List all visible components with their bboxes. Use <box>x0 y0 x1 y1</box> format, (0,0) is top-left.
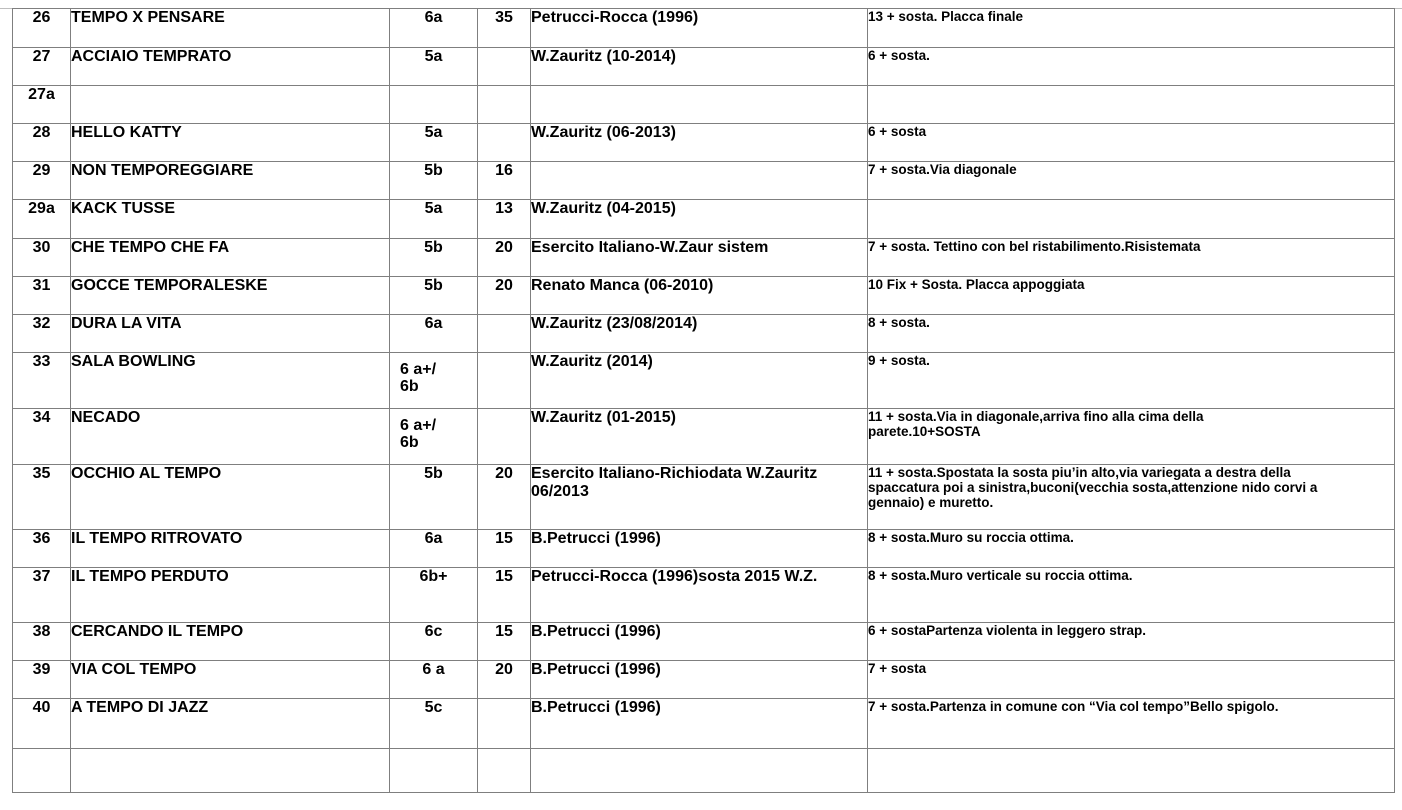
route-notes-text: 8 + sosta.Muro verticale su roccia ottima. <box>868 568 1133 583</box>
route-length-text: 13 <box>495 200 513 217</box>
route-grade-cell <box>390 749 478 793</box>
route-name-text: ACCIAIO TEMPRATO <box>71 48 232 65</box>
route-grade-text: 5a <box>424 124 443 141</box>
route-length-cell <box>478 661 531 699</box>
route-notes-text: 7 + sosta.Partenza in comune con “Via col tempo”Bello spigolo. <box>868 699 1279 714</box>
route-author-text: W.Zauritz (06-2013) <box>531 124 676 141</box>
route-notes-text: 8 + sosta. <box>868 315 930 330</box>
route-number-cell <box>13 86 71 124</box>
route-grade-cell <box>390 200 478 239</box>
route-name-text: NON TEMPOREGGIARE <box>71 162 254 179</box>
route-name-text: KACK TUSSE <box>71 200 176 217</box>
route-name-text: IL TEMPO RITROVATO <box>71 530 243 547</box>
route-author-cell <box>531 699 868 749</box>
route-name-cell <box>71 200 390 239</box>
route-grade-text: 5a <box>424 48 443 65</box>
table-row <box>13 277 1395 315</box>
route-notes-cell <box>868 48 1395 86</box>
route-number-cell <box>13 239 71 277</box>
route-name-text: VIA COL TEMPO <box>71 661 197 678</box>
route-name-cell <box>71 48 390 86</box>
route-author-cell <box>531 530 868 568</box>
route-notes-cell <box>868 9 1395 48</box>
route-grade-cell <box>390 124 478 162</box>
route-author-cell <box>531 200 868 239</box>
route-name-cell <box>71 623 390 661</box>
route-notes-text: 7 + sosta.Via diagonale <box>868 162 1017 177</box>
route-notes-cell <box>868 86 1395 124</box>
routes-table-body <box>13 9 1395 793</box>
route-notes-text: 6 + sostaPartenza violenta in leggero strap. <box>868 623 1146 638</box>
route-notes-cell <box>868 661 1395 699</box>
table-row <box>13 568 1395 623</box>
route-grade-cell <box>390 568 478 623</box>
table-row <box>13 623 1395 661</box>
route-author-text: B.Petrucci (1996) <box>531 699 661 716</box>
route-length-cell <box>478 200 531 239</box>
table-row <box>13 749 1395 793</box>
route-grade-text: 5a <box>424 200 443 217</box>
route-number-text: 40 <box>32 699 51 716</box>
route-grade-text: 6a <box>424 9 443 26</box>
route-grade-cell <box>390 315 478 353</box>
route-length-cell <box>478 162 531 200</box>
route-author-text: W.Zauritz (04-2015) <box>531 200 676 217</box>
route-notes-cell <box>868 699 1395 749</box>
route-length-cell <box>478 124 531 162</box>
route-author-text: B.Petrucci (1996) <box>531 661 661 678</box>
route-name-cell <box>71 749 390 793</box>
route-name-cell <box>71 124 390 162</box>
table-row <box>13 162 1395 200</box>
route-number-cell <box>13 699 71 749</box>
route-author-text: W.Zauritz (23/08/2014) <box>531 315 698 332</box>
table-row <box>13 9 1395 48</box>
route-grade-cell <box>390 661 478 699</box>
table-row <box>13 124 1395 162</box>
route-notes-cell <box>868 749 1395 793</box>
route-number-cell <box>13 749 71 793</box>
route-name-cell <box>71 465 390 530</box>
route-name-text: A TEMPO DI JAZZ <box>71 699 209 716</box>
route-number-cell <box>13 661 71 699</box>
route-notes-cell <box>868 162 1395 200</box>
route-notes-text: 6 + sosta <box>868 124 927 139</box>
route-notes-cell <box>868 315 1395 353</box>
table-row <box>13 465 1395 530</box>
route-number-text: 39 <box>32 661 51 678</box>
route-number-cell <box>13 48 71 86</box>
route-notes-text: 13 + sosta. Placca finale <box>868 9 1023 24</box>
table-row <box>13 200 1395 239</box>
route-length-cell <box>478 623 531 661</box>
route-grade-cell <box>390 9 478 48</box>
route-length-cell <box>478 749 531 793</box>
route-author-text: B.Petrucci (1996) <box>531 530 661 547</box>
route-number-cell <box>13 9 71 48</box>
route-number-cell <box>13 465 71 530</box>
table-row <box>13 239 1395 277</box>
route-notes-cell <box>868 409 1395 465</box>
route-length-text: 20 <box>495 465 513 482</box>
route-grade-text: 6 a+/ 6b <box>400 361 437 395</box>
table-row <box>13 661 1395 699</box>
route-author-cell <box>531 623 868 661</box>
route-author-text: Petrucci-Rocca (1996)sosta 2015 W.Z. <box>531 568 818 585</box>
route-length-text: 35 <box>495 9 513 26</box>
route-name-cell <box>71 409 390 465</box>
route-name-cell <box>71 86 390 124</box>
table-row <box>13 86 1395 124</box>
route-length-cell <box>478 277 531 315</box>
route-name-text: TEMPO X PENSARE <box>71 9 225 26</box>
route-notes-cell <box>868 239 1395 277</box>
route-author-cell <box>531 9 868 48</box>
route-name-text: GOCCE TEMPORALESKE <box>71 277 268 294</box>
route-notes-cell <box>868 465 1395 530</box>
route-notes-text: 11 + sosta.Via in diagonale,arriva fino alla cima della parete.10+SOSTA <box>868 409 1204 439</box>
route-notes-text: 10 Fix + Sosta. Placca appoggiata <box>868 277 1085 292</box>
route-name-cell <box>71 315 390 353</box>
route-grade-cell <box>390 623 478 661</box>
route-author-cell <box>531 661 868 699</box>
route-number-text: 34 <box>32 409 51 426</box>
route-grade-text: 6 a+/ 6b <box>400 417 437 451</box>
route-notes-cell <box>868 124 1395 162</box>
route-length-cell <box>478 353 531 409</box>
route-notes-cell <box>868 277 1395 315</box>
route-author-cell <box>531 749 868 793</box>
route-length-cell <box>478 530 531 568</box>
route-number-text: 37 <box>32 568 51 585</box>
route-grade-text: 5b <box>424 465 443 482</box>
route-number-text: 29a <box>28 200 55 217</box>
route-name-cell <box>71 568 390 623</box>
route-number-text: 31 <box>32 277 51 294</box>
table-row <box>13 530 1395 568</box>
route-grade-cell <box>390 239 478 277</box>
route-length-cell <box>478 239 531 277</box>
table-row <box>13 48 1395 86</box>
route-author-cell <box>531 124 868 162</box>
route-name-cell <box>71 661 390 699</box>
route-length-text: 15 <box>495 623 513 640</box>
route-number-text: 36 <box>32 530 51 547</box>
route-notes-cell <box>868 623 1395 661</box>
route-length-text: 16 <box>495 162 513 179</box>
route-name-cell <box>71 9 390 48</box>
table-row <box>13 699 1395 749</box>
route-length-cell <box>478 86 531 124</box>
route-name-cell <box>71 277 390 315</box>
route-grade-text: 6a <box>424 315 443 332</box>
route-length-cell <box>478 409 531 465</box>
route-name-text: NECADO <box>71 409 141 426</box>
route-length-cell <box>478 568 531 623</box>
route-notes-text: 8 + sosta.Muro su roccia ottima. <box>868 530 1074 545</box>
route-length-cell <box>478 315 531 353</box>
route-notes-cell <box>868 353 1395 409</box>
route-name-cell <box>71 353 390 409</box>
route-notes-cell <box>868 530 1395 568</box>
route-name-text: OCCHIO AL TEMPO <box>71 465 222 482</box>
route-author-cell <box>531 277 868 315</box>
route-name-cell <box>71 699 390 749</box>
route-length-cell <box>478 48 531 86</box>
route-number-cell <box>13 568 71 623</box>
route-number-text: 28 <box>32 124 51 141</box>
route-number-text: 30 <box>32 239 51 256</box>
route-length-cell <box>478 9 531 48</box>
route-grade-text: 6c <box>424 623 443 640</box>
route-length-cell <box>478 465 531 530</box>
route-grade-text: 6 a <box>422 661 445 678</box>
routes-table <box>12 8 1395 793</box>
table-row <box>13 353 1395 409</box>
route-notes-text: 7 + sosta. Tettino con bel ristabilimento.Risistemata <box>868 239 1201 254</box>
route-number-text: 32 <box>32 315 51 332</box>
route-number-cell <box>13 124 71 162</box>
route-author-text: Esercito Italiano-Richiodata W.Zauritz 06/2013 <box>531 465 818 500</box>
route-author-cell <box>531 353 868 409</box>
route-number-cell <box>13 277 71 315</box>
route-author-cell <box>531 48 868 86</box>
route-number-cell <box>13 353 71 409</box>
route-author-text: Renato Manca (06-2010) <box>531 277 714 294</box>
route-length-text: 20 <box>495 239 513 256</box>
route-notes-cell <box>868 200 1395 239</box>
route-grade-text: 5b <box>424 277 443 294</box>
route-number-cell <box>13 162 71 200</box>
route-grade-text: 5b <box>424 162 443 179</box>
table-row <box>13 409 1395 465</box>
route-grade-cell <box>390 86 478 124</box>
route-author-cell <box>531 162 868 200</box>
route-number-text: 38 <box>32 623 51 640</box>
route-number-text: 29 <box>32 162 51 179</box>
route-number-text: 27 <box>32 48 51 65</box>
route-author-cell <box>531 239 868 277</box>
route-grade-cell <box>390 277 478 315</box>
route-grade-cell <box>390 409 478 465</box>
route-length-text: 20 <box>495 661 513 678</box>
route-number-text: 35 <box>32 465 51 482</box>
route-author-cell <box>531 315 868 353</box>
route-author-text: Esercito Italiano-W.Zaur sistem <box>531 239 769 256</box>
route-grade-text: 6a <box>424 530 443 547</box>
route-name-text: CHE TEMPO CHE FA <box>71 239 230 256</box>
route-name-cell <box>71 162 390 200</box>
route-number-text: 33 <box>32 353 51 370</box>
route-grade-text: 5b <box>424 239 443 256</box>
route-number-cell <box>13 409 71 465</box>
route-length-cell <box>478 699 531 749</box>
route-number-text: 26 <box>32 9 51 26</box>
route-number-cell <box>13 315 71 353</box>
route-notes-text: 7 + sosta <box>868 661 927 676</box>
route-number-cell <box>13 623 71 661</box>
route-grade-cell <box>390 353 478 409</box>
route-name-text: DURA LA VITA <box>71 315 182 332</box>
route-author-cell <box>531 465 868 530</box>
route-name-cell <box>71 530 390 568</box>
route-name-text: HELLO KATTY <box>71 124 182 141</box>
route-notes-text: 6 + sosta. <box>868 48 930 63</box>
route-author-text: B.Petrucci (1996) <box>531 623 661 640</box>
route-name-text: IL TEMPO PERDUTO <box>71 568 229 585</box>
route-length-text: 15 <box>495 568 513 585</box>
route-author-cell <box>531 409 868 465</box>
route-length-text: 20 <box>495 277 513 294</box>
route-author-text: W.Zauritz (2014) <box>531 353 653 370</box>
route-length-text: 15 <box>495 530 513 547</box>
route-name-cell <box>71 239 390 277</box>
route-grade-cell <box>390 530 478 568</box>
route-notes-cell <box>868 568 1395 623</box>
route-notes-text: 9 + sosta. <box>868 353 930 368</box>
route-grade-cell <box>390 699 478 749</box>
route-grade-text: 6b+ <box>419 568 448 585</box>
route-grade-cell <box>390 465 478 530</box>
route-name-text: SALA BOWLING <box>71 353 196 370</box>
route-grade-cell <box>390 162 478 200</box>
route-name-text: CERCANDO IL TEMPO <box>71 623 244 640</box>
route-grade-text: 5c <box>424 699 443 716</box>
route-number-cell <box>13 200 71 239</box>
route-number-cell <box>13 530 71 568</box>
route-grade-cell <box>390 48 478 86</box>
route-author-cell <box>531 568 868 623</box>
route-author-text: Petrucci-Rocca (1996) <box>531 9 699 26</box>
route-notes-text: 11 + sosta.Spostata la sosta piu’in alto,via variegata a destra della spaccatura poi a sinistra,buconi(vecchia sosta,attenzione nido corvi a gennaio) e muretto. <box>868 465 1318 510</box>
route-author-text: W.Zauritz (01-2015) <box>531 409 676 426</box>
route-author-text: W.Zauritz (10-2014) <box>531 48 676 65</box>
table-row <box>13 315 1395 353</box>
route-author-cell <box>531 86 868 124</box>
route-number-text: 27a <box>28 86 55 103</box>
